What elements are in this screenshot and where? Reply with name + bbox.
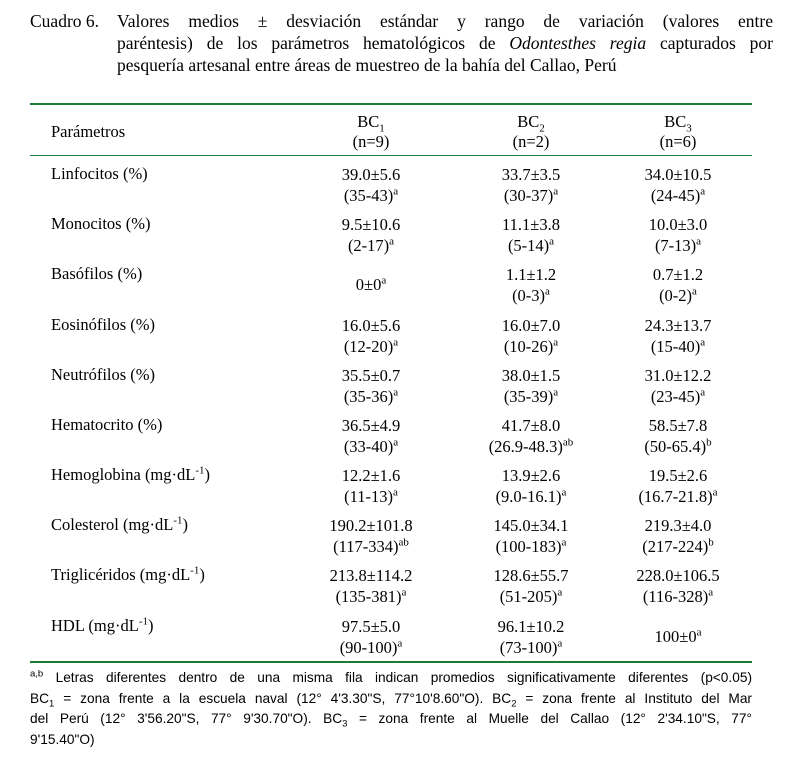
footnote-line-4: 9'15.40"O) bbox=[30, 731, 95, 747]
table-cell-bc1: 35.5±0.7 $(35-36)^a$ bbox=[341, 366, 401, 406]
caption-line-2a: paréntesis) de los parámetros hematológicos de bbox=[117, 33, 510, 53]
table-header-rule bbox=[30, 155, 752, 156]
table-cell-bc1: 12.2±1.6 $(11-13)^a$ bbox=[341, 466, 401, 506]
table-cell-bc2: 38.0±1.5 $(35-39)^a$ bbox=[501, 366, 561, 406]
footnote-line-2: $BC_1$ = zona frente a la escuela naval (12° 4'3.30"S, 77°10'8.60"O). $BC_2$ = zona frente al Instituto del Mar bbox=[30, 690, 752, 710]
table-row bbox=[0, 315, 805, 365]
caption-line-2b: capturados por bbox=[646, 33, 773, 53]
table-cell-bc3: 0.7±1.2 $(0-2)^a$ bbox=[652, 265, 704, 305]
row-parameter-name: HDL $(mg\cdot dL^{-1})$ bbox=[51, 615, 154, 635]
table-cell-bc2: 13.9±2.6 $(9.0-16.1)^a$ bbox=[495, 466, 567, 506]
table-top-rule bbox=[30, 103, 752, 105]
table-cell-bc2: 128.6±55.7 $(51-205)^a$ bbox=[493, 566, 569, 606]
header-parametros: Parámetros bbox=[51, 122, 126, 141]
row-parameter-name: Linfocitos (%) bbox=[51, 164, 148, 183]
header-bc1: $BC_1$ (n=9) bbox=[352, 112, 390, 151]
row-parameter-name: Hematocrito (%) bbox=[51, 415, 163, 434]
table-cell-bc3: $100\pm 0^a$ bbox=[654, 626, 702, 646]
table-row bbox=[0, 465, 805, 515]
table-cell-bc1: 16.0±5.6 $(12-20)^a$ bbox=[341, 316, 401, 356]
species-name: Odontesthes regia bbox=[509, 33, 647, 53]
table-row bbox=[0, 365, 805, 415]
table-cell-bc1: 213.8±114.2 $(135-381)^a$ bbox=[329, 566, 413, 606]
table-cell-bc3: 228.0±106.5 $(116-328)^a$ bbox=[636, 566, 720, 606]
footnote-line-1: $^{a,b}$ Letras diferentes dentro de una misma fila indican promedios significativamente diferentes (p<0.05) bbox=[30, 668, 752, 685]
table-cell-bc2: 1.1±1.2 $(0-3)^a$ bbox=[505, 265, 557, 305]
table-footnote bbox=[30, 668, 752, 750]
table-cell-bc2: 33.7±3.5 $(30-37)^a$ bbox=[501, 165, 561, 205]
row-parameter-name: Monocitos (%) bbox=[51, 214, 151, 233]
table-row bbox=[0, 214, 805, 264]
caption-line-2 bbox=[117, 32, 773, 54]
row-parameter-name: Neutrófilos (%) bbox=[51, 365, 156, 384]
table-cell-bc1: 9.5±10.6 $(2-17)^a$ bbox=[341, 215, 401, 255]
table-cell-bc2: 16.0±7.0 $(10-26)^a$ bbox=[501, 316, 561, 356]
table-cell-bc1: $0\pm 0^a$ bbox=[355, 274, 387, 294]
caption-line-3: pesquería artesanal entre áreas de muestreo de la bahía del Callao, Perú bbox=[117, 55, 617, 75]
table-row bbox=[0, 264, 805, 314]
footnote-line-3: del Perú (12° 3'56.20"S, 77° 9'30.70"O). $BC_3$ = zona frente al Muelle del Callao (12° 2'34.10"S, 77° bbox=[30, 711, 752, 730]
table-cell-bc3: 19.5±2.6 $(16.7-21.8)^a$ bbox=[638, 466, 718, 506]
table-cell-bc2: 96.1±10.2 $(73-100)^a$ bbox=[497, 617, 565, 657]
caption-line-1: Valores medios ± desviación estándar y rango de variación (valores entre bbox=[117, 11, 773, 31]
table-cell-bc1: 36.5±4.9 $(33-40)^a$ bbox=[341, 416, 401, 456]
table-cell-bc3: 31.0±12.2 $(23-45)^a$ bbox=[644, 366, 712, 406]
caption-text bbox=[117, 10, 773, 76]
table-cell-bc3: 24.3±13.7 $(15-40)^a$ bbox=[644, 316, 712, 356]
table-bottom-rule bbox=[30, 661, 752, 663]
table-row bbox=[0, 415, 805, 465]
table-row bbox=[0, 565, 805, 615]
table-cell-bc1: 39.0±5.6 $(35-43)^a$ bbox=[341, 165, 401, 205]
table-row bbox=[0, 515, 805, 565]
row-parameter-name: Colesterol $(mg\cdot dL^{-1})$ bbox=[51, 514, 189, 534]
table-cell-bc1: 190.2±101.8 $(117-334)^{ab}$ bbox=[329, 516, 413, 556]
table-row bbox=[0, 164, 805, 214]
header-bc2: $BC_2$ (n=2) bbox=[512, 112, 550, 151]
table-cell-bc3: 34.0±10.5 $(24-45)^a$ bbox=[644, 165, 712, 205]
table-row bbox=[0, 616, 805, 666]
row-parameter-name: Hemoglobina $(mg\cdot dL^{-1})$ bbox=[51, 464, 211, 484]
caption-label: Cuadro 6. bbox=[30, 11, 100, 31]
table-cell-bc1: 97.5±5.0 $(90-100)^a$ bbox=[339, 617, 403, 657]
table-cell-bc3: 10.0±3.0 $(7-13)^a$ bbox=[648, 215, 708, 255]
table-cell-bc2: 145.0±34.1 $(100-183)^a$ bbox=[493, 516, 569, 556]
table-cell-bc3: 219.3±4.0 $(217-224)^b$ bbox=[642, 516, 714, 556]
row-parameter-name: Triglicéridos $(mg\cdot dL^{-1})$ bbox=[51, 564, 205, 584]
table-cell-bc2: 41.7±8.0 $(26.9-48.3)^{ab}$ bbox=[488, 416, 574, 456]
row-parameter-name: Eosinófilos (%) bbox=[51, 315, 156, 334]
table-cell-bc2: 11.1±3.8 $(5-14)^a$ bbox=[502, 215, 560, 255]
table-cell-bc3: 58.5±7.8 $(50-65.4)^b$ bbox=[644, 416, 712, 456]
row-parameter-name: Basófilos (%) bbox=[51, 264, 143, 283]
header-bc3: $BC_3$ (n=6) bbox=[659, 112, 697, 151]
